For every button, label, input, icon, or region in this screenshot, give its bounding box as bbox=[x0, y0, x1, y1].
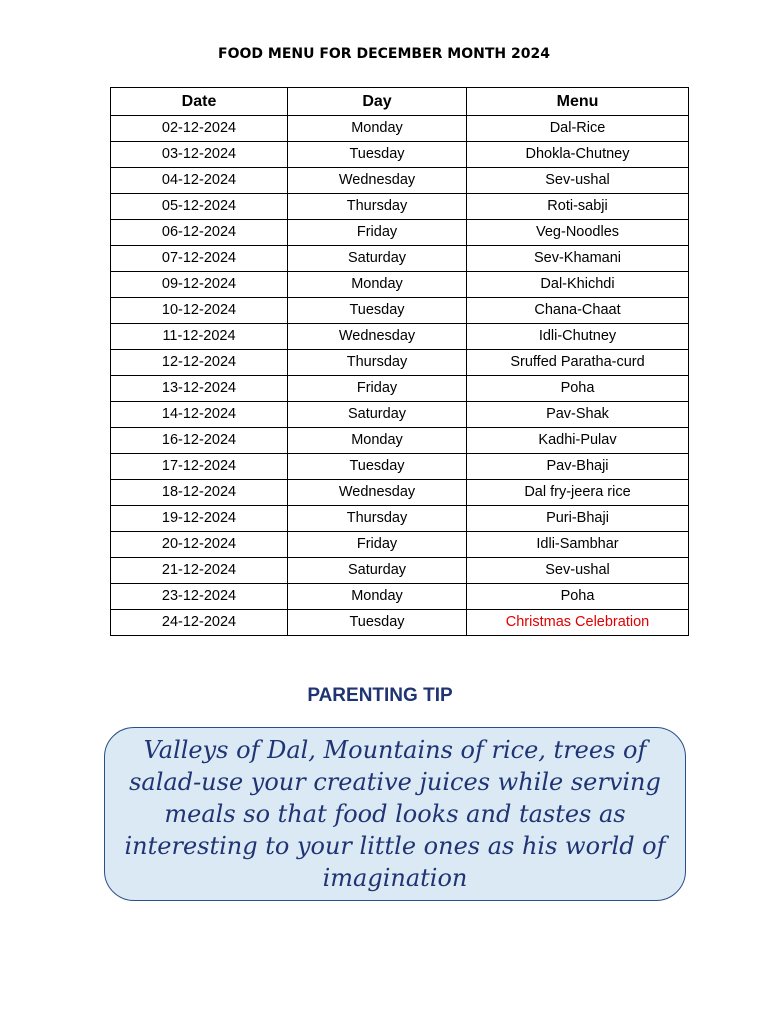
table-row bbox=[111, 324, 689, 350]
cell-date: 21-12-2024 bbox=[111, 558, 288, 584]
cell-menu: Dal fry-jeera rice bbox=[467, 480, 689, 506]
cell-date: 13-12-2024 bbox=[111, 376, 288, 402]
table-row bbox=[111, 168, 689, 194]
table-header-row bbox=[111, 88, 689, 116]
table-row bbox=[111, 532, 689, 558]
cell-day: Tuesday bbox=[288, 454, 467, 480]
cell-date: 04-12-2024 bbox=[111, 168, 288, 194]
cell-date: 18-12-2024 bbox=[111, 480, 288, 506]
cell-menu: Dal-Rice bbox=[467, 116, 689, 142]
cell-day: Thursday bbox=[288, 194, 467, 220]
cell-menu: Sev-ushal bbox=[467, 558, 689, 584]
table-row bbox=[111, 480, 689, 506]
cell-day: Wednesday bbox=[288, 324, 467, 350]
cell-menu: Roti-sabji bbox=[467, 194, 689, 220]
parenting-tip-heading: PARENTING TIP bbox=[307, 685, 453, 706]
cell-date: 09-12-2024 bbox=[111, 272, 288, 298]
cell-menu: Pav-Bhaji bbox=[467, 454, 689, 480]
cell-date: 10-12-2024 bbox=[111, 298, 288, 324]
column-header-day: Day bbox=[288, 88, 467, 116]
cell-date: 03-12-2024 bbox=[111, 142, 288, 168]
cell-day: Thursday bbox=[288, 350, 467, 376]
table-row bbox=[111, 272, 689, 298]
table-row bbox=[111, 298, 689, 324]
cell-menu: Puri-Bhaji bbox=[467, 506, 689, 532]
cell-date: 14-12-2024 bbox=[111, 402, 288, 428]
cell-date: 02-12-2024 bbox=[111, 116, 288, 142]
cell-menu: Chana-Chaat bbox=[467, 298, 689, 324]
cell-day: Friday bbox=[288, 532, 467, 558]
cell-day: Tuesday bbox=[288, 610, 467, 636]
cell-day: Monday bbox=[288, 272, 467, 298]
cell-date: 20-12-2024 bbox=[111, 532, 288, 558]
cell-date: 17-12-2024 bbox=[111, 454, 288, 480]
cell-menu: Dhokla-Chutney bbox=[467, 142, 689, 168]
cell-day: Tuesday bbox=[288, 298, 467, 324]
cell-day: Wednesday bbox=[288, 168, 467, 194]
cell-date: 07-12-2024 bbox=[111, 246, 288, 272]
cell-day: Friday bbox=[288, 220, 467, 246]
table-row bbox=[111, 558, 689, 584]
table-row bbox=[111, 584, 689, 610]
column-header-menu: Menu bbox=[467, 88, 689, 116]
cell-date: 19-12-2024 bbox=[111, 506, 288, 532]
cell-menu: Christmas Celebration bbox=[467, 610, 689, 636]
table-row bbox=[111, 194, 689, 220]
table-row bbox=[111, 506, 689, 532]
cell-day: Saturday bbox=[288, 402, 467, 428]
cell-day: Monday bbox=[288, 584, 467, 610]
cell-day: Tuesday bbox=[288, 142, 467, 168]
parenting-tip-text: Valleys of Dal, Mountains of rice, trees of salad-use your creative juices while serving meals so that food looks and tastes as interesting to your little ones as his world of imagination bbox=[124, 736, 666, 892]
cell-date: 24-12-2024 bbox=[111, 610, 288, 636]
cell-date: 11-12-2024 bbox=[111, 324, 288, 350]
cell-menu: Poha bbox=[467, 584, 689, 610]
cell-date: 12-12-2024 bbox=[111, 350, 288, 376]
cell-menu: Kadhi-Pulav bbox=[467, 428, 689, 454]
table-row bbox=[111, 454, 689, 480]
table-row bbox=[111, 142, 689, 168]
cell-menu: Veg-Noodles bbox=[467, 220, 689, 246]
table-row bbox=[111, 116, 689, 142]
table-row bbox=[111, 610, 689, 636]
cell-day: Thursday bbox=[288, 506, 467, 532]
cell-day: Wednesday bbox=[288, 480, 467, 506]
cell-date: 05-12-2024 bbox=[111, 194, 288, 220]
cell-day: Friday bbox=[288, 376, 467, 402]
cell-day: Saturday bbox=[288, 558, 467, 584]
cell-menu: Poha bbox=[467, 376, 689, 402]
table-body bbox=[111, 116, 689, 636]
cell-day: Monday bbox=[288, 116, 467, 142]
cell-menu: Sev-ushal bbox=[467, 168, 689, 194]
parenting-tip-box bbox=[104, 727, 686, 901]
cell-day: Saturday bbox=[288, 246, 467, 272]
table-row bbox=[111, 428, 689, 454]
food-menu-table bbox=[110, 87, 689, 636]
cell-menu: Idli-Chutney bbox=[467, 324, 689, 350]
table-row bbox=[111, 350, 689, 376]
cell-date: 16-12-2024 bbox=[111, 428, 288, 454]
cell-menu: Sev-Khamani bbox=[467, 246, 689, 272]
cell-menu: Dal-Khichdi bbox=[467, 272, 689, 298]
table-row bbox=[111, 246, 689, 272]
page-title: FOOD MENU FOR DECEMBER MONTH 2024 bbox=[218, 46, 550, 62]
cell-menu: Sruffed Paratha-curd bbox=[467, 350, 689, 376]
cell-date: 23-12-2024 bbox=[111, 584, 288, 610]
cell-date: 06-12-2024 bbox=[111, 220, 288, 246]
cell-day: Monday bbox=[288, 428, 467, 454]
column-header-date: Date bbox=[111, 88, 288, 116]
table-row bbox=[111, 220, 689, 246]
table-row bbox=[111, 402, 689, 428]
table-row bbox=[111, 376, 689, 402]
cell-menu: Pav-Shak bbox=[467, 402, 689, 428]
cell-menu: Idli-Sambhar bbox=[467, 532, 689, 558]
